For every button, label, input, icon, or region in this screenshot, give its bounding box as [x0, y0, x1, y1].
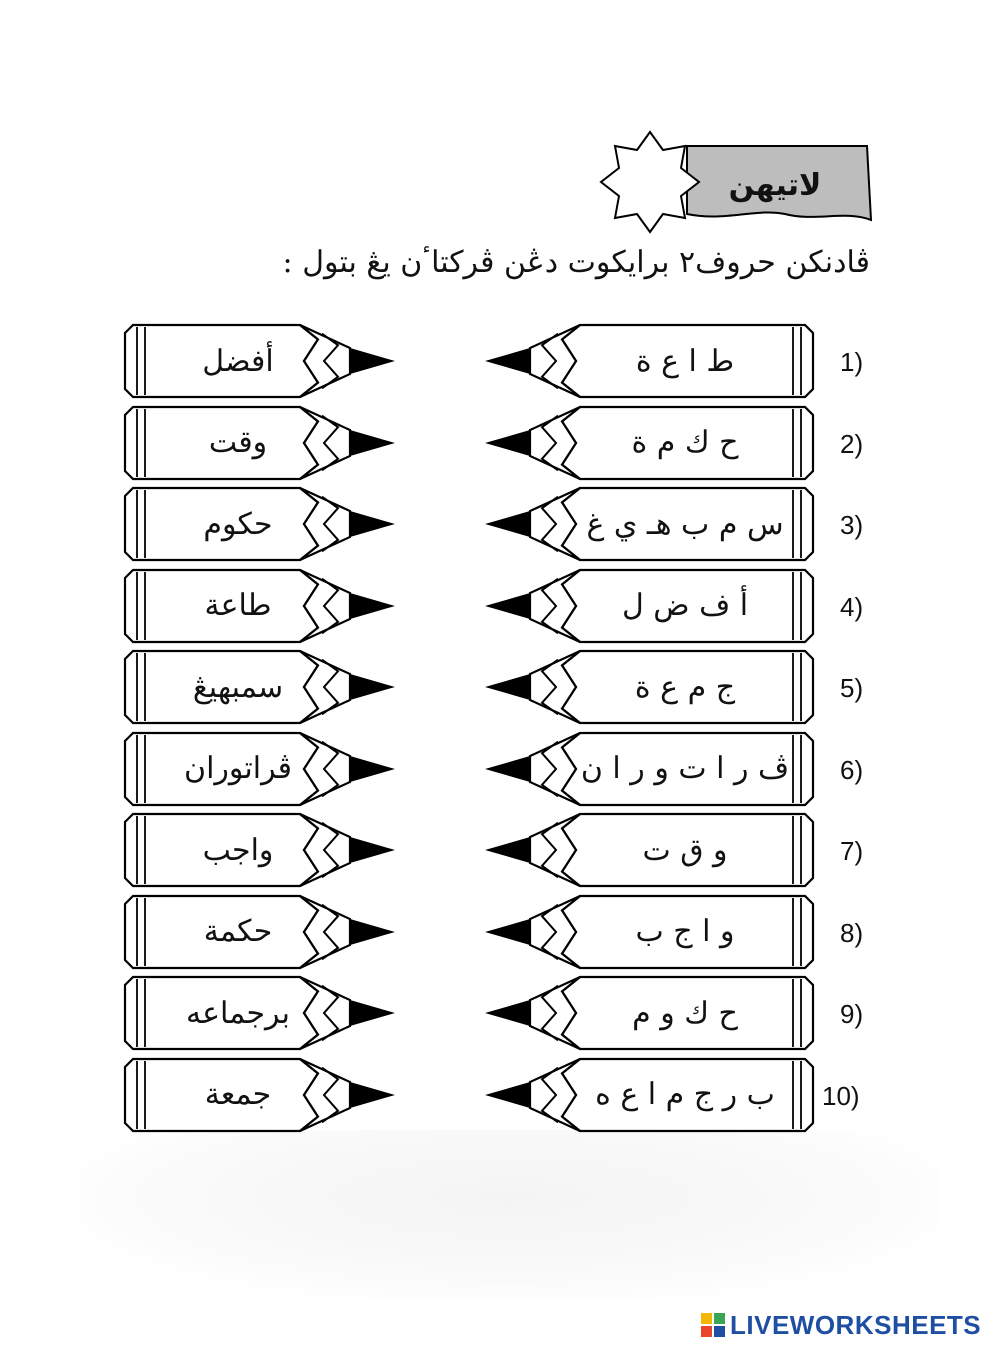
row-number: 6) — [840, 754, 864, 785]
word-pencil[interactable] — [125, 488, 395, 560]
word-pencil[interactable] — [125, 570, 395, 642]
row-number: 5) — [840, 673, 864, 703]
word-text: واجب — [202, 832, 274, 868]
letters-pencil[interactable] — [485, 977, 813, 1049]
word-pencil[interactable] — [125, 733, 395, 805]
word-pencil[interactable] — [125, 651, 395, 723]
word-text: ڤراتوران — [184, 751, 292, 786]
letters-pencil[interactable] — [485, 733, 813, 805]
word-pencil[interactable] — [125, 325, 395, 397]
row-number: 1) — [840, 347, 864, 377]
word-text: حكمة — [203, 914, 273, 949]
letters-pencil[interactable] — [485, 570, 813, 642]
word-text: حكوم — [203, 506, 273, 542]
row-number: 7) — [840, 836, 864, 866]
letters-text: ط ا ع ة — [635, 343, 735, 379]
letters-pencil[interactable] — [485, 325, 813, 397]
word-pencil[interactable] — [125, 977, 395, 1049]
word-pencil[interactable] — [125, 896, 395, 968]
watermark-text: LIVEWORKSHEETS — [730, 1309, 982, 1340]
word-text: وقت — [208, 425, 268, 460]
letters-text: ح ك و م — [632, 995, 738, 1031]
letters-text: ڤ ر ا ت و ر ا ن — [580, 751, 790, 786]
letters-text: ح ك م ة — [631, 425, 739, 460]
instruction-text: ڤادنكن حروف٢ برايكوت دڠن ڤركتاٴن يڠ بتول : — [282, 245, 870, 280]
letters-pencil[interactable] — [485, 896, 813, 968]
word-text: برجماعه — [186, 995, 290, 1031]
header-title: لاتيهن — [728, 168, 822, 203]
word-text: طاعة — [204, 588, 272, 623]
word-text: جمعة — [204, 1077, 272, 1112]
row-number: 3) — [840, 510, 864, 540]
letters-text: ج م ع ة — [634, 669, 736, 705]
letters-text: ب ر ج م ا ع ه — [595, 1077, 775, 1112]
word-pencil[interactable] — [125, 814, 395, 886]
row-number: 8) — [840, 917, 864, 948]
row-number: 9) — [840, 999, 864, 1029]
letters-pencil[interactable] — [485, 407, 813, 479]
word-text: أفضل — [202, 343, 274, 379]
row-number: 10) — [822, 1080, 860, 1111]
liveworksheets-logo-icon — [700, 1312, 726, 1338]
word-pencil[interactable] — [125, 1059, 395, 1131]
letters-text: و ق ت — [642, 832, 728, 868]
letters-text: و ا ج ب — [635, 914, 735, 949]
letters-text: س م ب هـ ي غ — [586, 506, 784, 542]
letters-text: أ ف ض ل — [621, 588, 749, 623]
letters-pencil[interactable] — [485, 1059, 813, 1131]
word-pencil[interactable] — [125, 407, 395, 479]
row-number: 4) — [840, 591, 864, 622]
letters-pencil[interactable] — [485, 651, 813, 723]
word-text: سمبهيڠ — [192, 669, 284, 705]
paper-smudge — [80, 1130, 940, 1300]
row-number: 2) — [840, 428, 864, 459]
letters-pencil[interactable] — [485, 814, 813, 886]
star-icon — [601, 132, 699, 232]
watermark — [700, 1310, 981, 1340]
letters-pencil[interactable] — [485, 488, 813, 560]
